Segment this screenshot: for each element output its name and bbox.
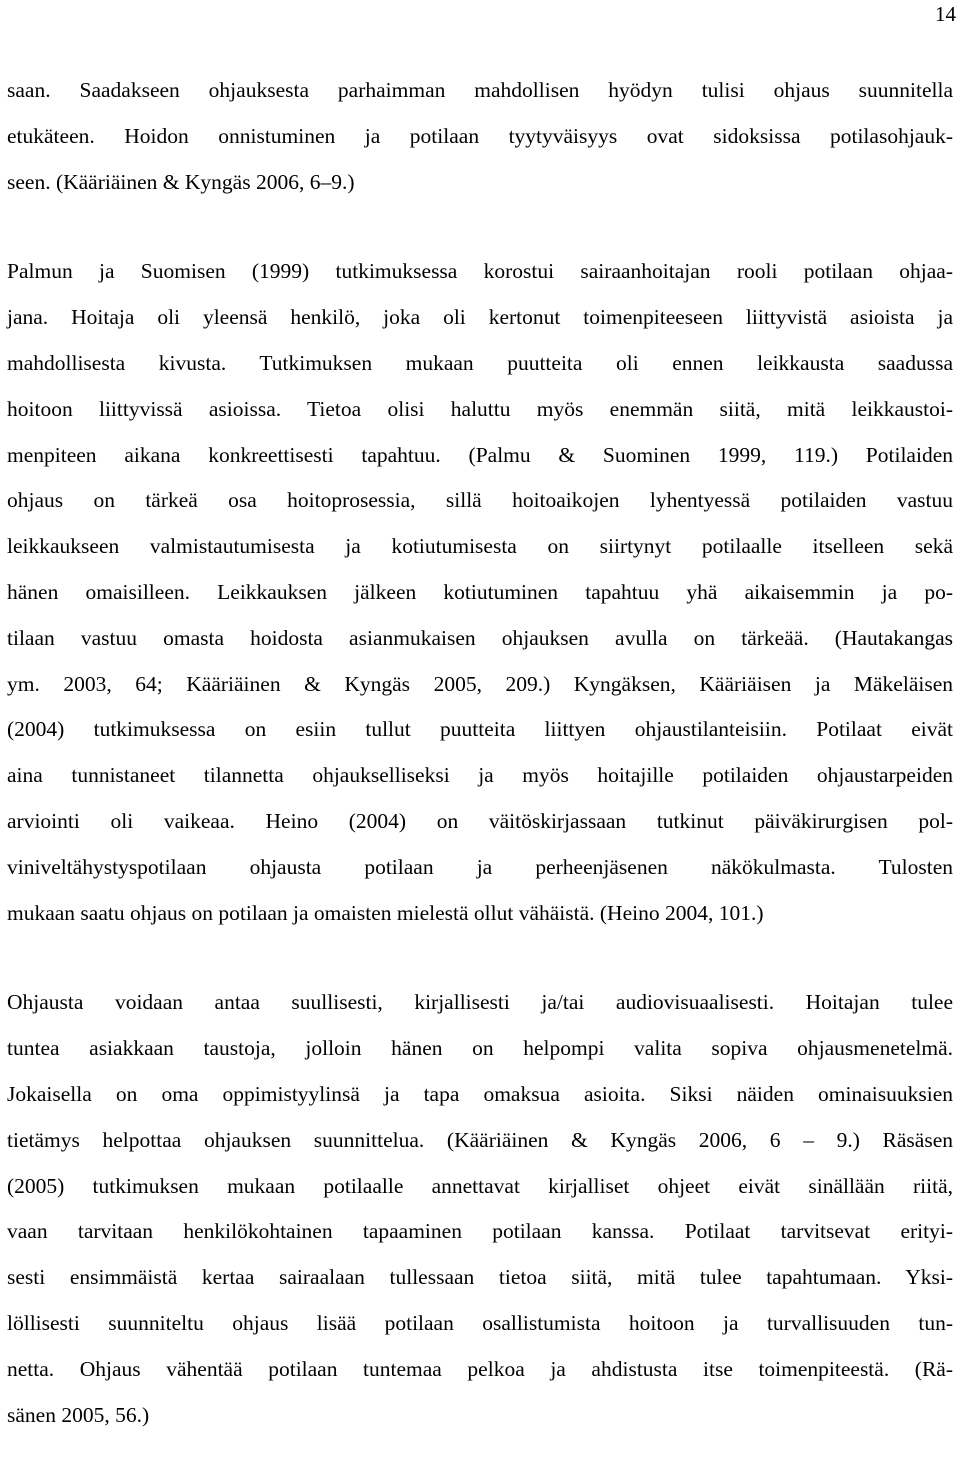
text-line: tuntea asiakkaan taustoja, jolloin hänen on helpompi valita sopiva ohjausmenetelmä. — [7, 1036, 953, 1061]
text-line: sänen 2005, 56.) — [7, 1402, 150, 1427]
page-number: 14 — [935, 2, 956, 26]
text-line: viniveltähystyspotilaan ohjausta potilaan ja perheenjäsenen näkökulmasta. Tulosten — [7, 854, 953, 879]
paragraph — [7, 980, 953, 1438]
text-line: etukäteen. Hoidon onnistuminen ja potilaan tyytyväisyys ovat sidoksissa potilasohjauk- — [7, 123, 953, 148]
text-line: ohjaus on tärkeä osa hoitoprosessia, sillä hoitoaikojen lyhentyessä potilaiden vastuu — [7, 488, 953, 513]
text-line: netta. Ohjaus vähentää potilaan tuntemaa pelkoa ja ahdistusta itse toimenpiteestä. (Rä- — [7, 1356, 953, 1381]
paragraph — [7, 68, 953, 205]
text-line: tietämys helpottaa ohjauksen suunnittelua. (Kääriäinen & Kyngäs 2006, 6 – 9.) Räsäsen — [7, 1127, 953, 1152]
text-line: löllisesti suunniteltu ohjaus lisää potilaan osallistumista hoitoon ja turvallisuuden tun- — [7, 1310, 953, 1335]
text-line: saan. Saadakseen ohjauksesta parhaimman mahdollisen hyödyn tulisi ohjaus suunnitella — [7, 78, 953, 102]
paragraph — [7, 249, 953, 936]
document-body — [7, 68, 953, 1482]
text-line: Palmun ja Suomisen (1999) tutkimuksessa korostui sairaanhoitajan rooli potilaan ohjaa- — [7, 259, 953, 284]
text-line: aina tunnistaneet tilannetta ohjaukselliseksi ja myös hoitajille potilaiden ohjaustarpeiden — [7, 763, 953, 788]
text-line: mahdollisesta kivusta. Tutkimuksen mukaan puutteita oli ennen leikkausta saadussa — [7, 350, 953, 375]
text-line: (2004) tutkimuksessa on esiin tullut puutteita liittyen ohjaustilanteisiin. Potilaat eivät — [7, 717, 953, 742]
text-line: vaan tarvitaan henkilökohtainen tapaaminen potilaan kanssa. Potilaat tarvitsevat erityi- — [7, 1219, 953, 1244]
text-line: mukaan saatu ohjaus on potilaan ja omaisten mielestä ollut vähäistä. (Heino 2004, 101.) — [7, 900, 764, 925]
text-line: jana. Hoitaja oli yleensä henkilö, joka oli kertonut toimenpiteeseen liittyvistä asioista ja — [7, 305, 953, 330]
text-line: Jokaisella on oma oppimistyylinsä ja tapa omaksua asioita. Siksi näiden ominaisuuksien — [7, 1081, 953, 1106]
text-line: hänen omaisilleen. Leikkauksen jälkeen kotiutuminen tapahtuu yhä aikaisemmin ja po- — [7, 579, 953, 604]
text-line: seen. (Kääriäinen & Kyngäs 2006, 6–9.) — [7, 169, 355, 194]
text-line: sesti ensimmäistä kertaa sairaalaan tullessaan tietoa siitä, mitä tulee tapahtumaan. Yksi- — [7, 1265, 953, 1290]
text-line: arviointi oli vaikeaa. Heino (2004) on väitöskirjassaan tutkinut päiväkirurgisen pol- — [7, 808, 953, 833]
text-line: Ohjausta voidaan antaa suullisesti, kirjallisesti ja/tai audiovisuaalisesti. Hoitajan tulee — [7, 990, 953, 1015]
text-line: (2005) tutkimuksen mukaan potilaalle annettavat kirjalliset ohjeet eivät sinällään riitä, — [7, 1173, 953, 1198]
text-line: hoitoon liittyvissä asioissa. Tietoa olisi haluttu myös enemmän siitä, mitä leikkaustoi- — [7, 396, 953, 421]
text-line: leikkaukseen valmistautumisesta ja kotiutumisesta on siirtynyt potilaalle itselleen sekä — [7, 534, 953, 559]
text-line: tilaan vastuu omasta hoidosta asianmukaisen ohjauksen avulla on tärkeää. (Hautakangas — [7, 625, 953, 650]
text-line: ym. 2003, 64; Kääriäinen & Kyngäs 2005, 209.) Kyngäksen, Kääriäisen ja Mäkeläisen — [7, 671, 953, 696]
text-line: menpiteen aikana konkreettisesti tapahtuu. (Palmu & Suominen 1999, 119.) Potilaiden — [7, 442, 953, 467]
